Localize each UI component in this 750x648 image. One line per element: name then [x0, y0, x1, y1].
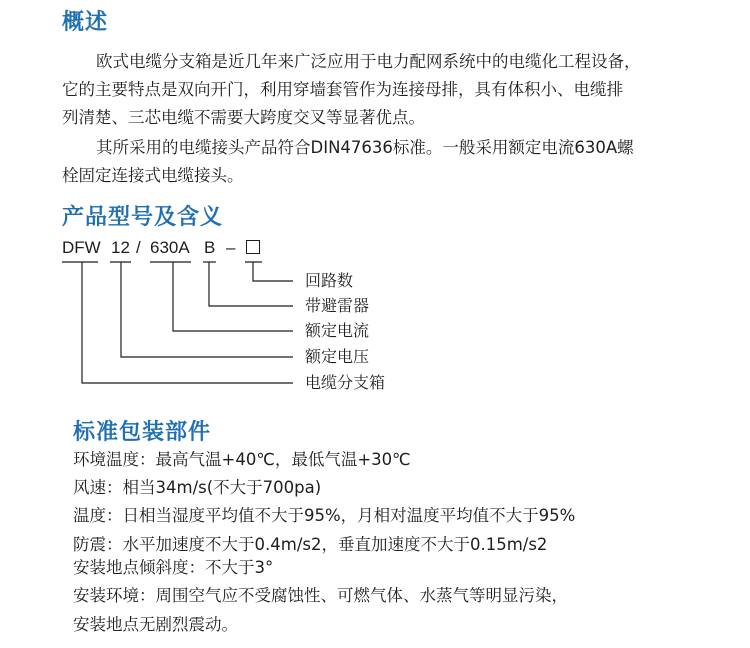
model-code-arrester: B [204, 238, 216, 257]
meaning-arrester: 带避雷器 [305, 296, 370, 315]
model-code-voltage: 12 [111, 238, 130, 257]
overview-paragraph-line-2: 它的主要特点是双向开门，利用穿墙套管作为连接母排，具有体积小、电缆排 [62, 80, 623, 99]
model-code-series: DFW [62, 238, 101, 257]
spec-wind-speed: 风速：相当34m/s(不大于700pa) [73, 478, 322, 497]
spec-seismic: 防震：水平加速度不大于0.4m/s2，垂直加速度不大于0.15m/s2 [73, 535, 548, 554]
spec-ambient-temperature: 环境温度：最高气温+40℃，最低气温+30℃ [73, 450, 411, 469]
overview-paragraph-line-1: 欧式电缆分支箱是近几年来广泛应用于电力配网系统中的电缆化工程设备， [96, 52, 641, 71]
spec-environment: 安装环境：周围空气应不受腐蚀性、可燃气体、水蒸气等明显污染， [73, 586, 568, 605]
overview-paragraph2-line-2: 栓固定连接式电缆接头。 [62, 166, 244, 185]
overview-heading: 概述 [62, 10, 109, 35]
spec-humidity: 温度：日相当湿度平均值不大于95%，月相对温度平均值不大于95% [73, 506, 576, 525]
model-code-slash: / [136, 238, 141, 257]
spec-no-vibration: 安装地点无剧烈震动。 [73, 615, 238, 634]
standard-heading: 标准包装部件 [73, 420, 212, 445]
model-heading: 产品型号及含义 [62, 205, 224, 230]
model-code-current: 630A [150, 238, 190, 257]
spec-tilt: 安装地点倾斜度：不大于3° [73, 558, 274, 577]
meaning-branch-box: 电缆分支箱 [305, 373, 386, 392]
model-code-circuit-box [246, 240, 260, 254]
meaning-rated-current: 额定电流 [305, 321, 370, 340]
meaning-rated-voltage: 额定电压 [305, 347, 370, 366]
overview-paragraph2-line-1: 其所采用的电缆接头产品符合DIN47636标准。一般采用额定电流630A螺 [96, 138, 634, 157]
meaning-circuits: 回路数 [305, 271, 354, 290]
model-code-dash: – [226, 238, 236, 257]
overview-paragraph-line-3: 列清楚、三芯电缆不需要大跨度交叉等显著优点。 [62, 108, 425, 127]
